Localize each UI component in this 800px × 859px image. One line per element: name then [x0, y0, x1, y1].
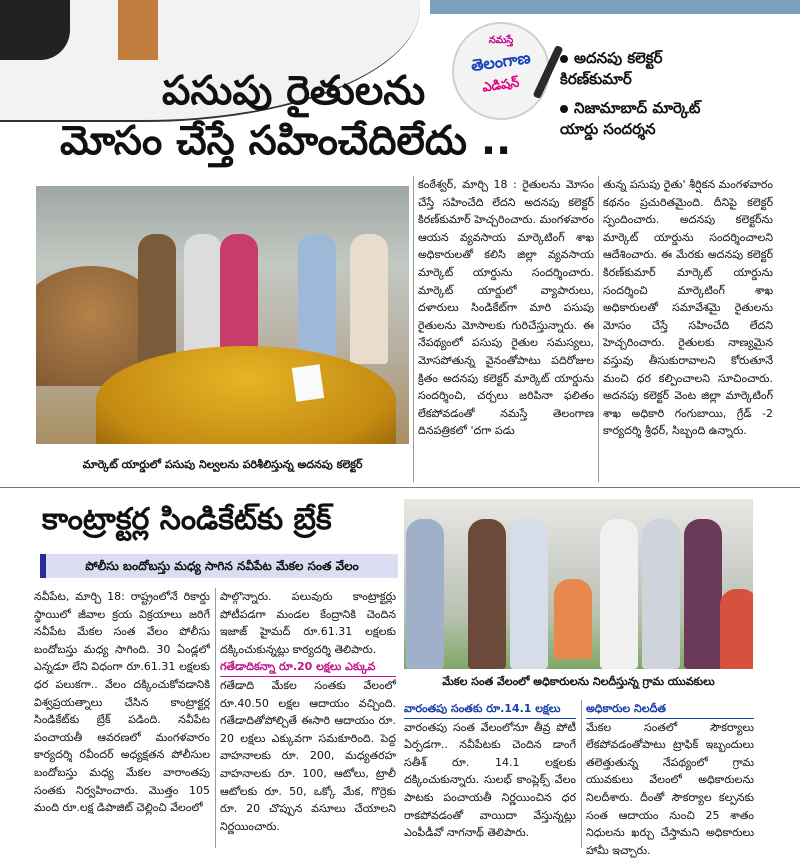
- story2-column-2-text-b: గతేడాది మేకల సంతకు వేలంలో రూ.40.50 లక్షల ఆదాయం వచ్చింది. గతేడాదితోపోల్చితే ఈసారి ఆదాయం రూ. 20 లక్షలు ఎక్కువగా సమకూరింది. పెద్ద వాహనాలకు రూ. 200, మధ్యతరహ వాహనాలకు రూ. 100, ఆటోలు, ట్రాలీ ఆటోలకు రూ. 50, ఒక్కో మేక, గొర్రెకు రూ. 20 చొప్పున వసూలు చేయాలని నిర్ణయించారు.: [220, 678, 396, 833]
- column-divider: [581, 700, 582, 848]
- story2-headline: కాంట్రాక్టర్ల సిండికేట్‌కు బ్రేక్: [42, 502, 332, 537]
- story2-subhead-increase: గతేడాదికన్నా రూ.20 లక్షలు ఎక్కువ: [220, 658, 396, 677]
- story2-column-3: [404, 700, 576, 842]
- story1-bullet-1: అదనపు కలెక్టర్ కిరణ్‌కుమార్: [560, 49, 663, 88]
- bullet-icon: [560, 105, 568, 113]
- bullet-icon: [560, 55, 568, 63]
- logo-text-mid: తెలంగాణ: [469, 47, 532, 76]
- logo-text-top: నమస్తే: [488, 35, 514, 46]
- column-divider: [598, 176, 599, 482]
- story2-column-4-text: మేకల సంతలో సౌకర్యాలు లేకపోవడంతోపాటు ట్రాఫిక్ ఇబ్బందులు తలెత్తుతున్న నేపథ్యంలో గ్రామ యువకులు వేలంలో అధికారులను నిలదీశారు. దీంతో సౌకర్యాల కల్పనకు సంత ఆదాయం నుంచి 25 శాతం నిధులను ఖర్చు చేస్తామని అధికారులు హామీ ఇచ్చారు.: [586, 720, 754, 857]
- logo-text-bottom: ఎడిషన్: [481, 75, 521, 96]
- column-divider: [413, 176, 414, 482]
- story1-photo-caption: మార్కెట్ యార్డులో పసుపు నిల్వలను పరిశీలిస్తున్న అదనపు కలెక్టర్: [82, 458, 363, 471]
- edition-logo: [452, 22, 550, 120]
- story1-column-1: కంఠేశ్వర్, మార్చి 18 : రైతులను మోసం చేస్తే సహించేది లేదని అదనపు కలెక్టర్ కిరణ్‌కుమార్ హెచ్చరించారు. మంగళవారం ఆయన వ్యవసాయ మార్కెటింగ్ శాఖ అధికారులతో కలిసి జిల్లా వ్యవసాయ మార్కెట్ యార్డును సందర్శించారు. మార్కెట్ యార్డులో వ్యాపారులు, దళారులు సిండికేట్‌గా మారి పసుపు రైతులను మోసాలకు గురిచేస్తున్నారు. ఈ నేపథ్యంలో పసుపు రైతుల సమస్యలు, మోసపోతున్న వైనంతోపాటు పదిరోజుల క్రితం అదనపు కలెక్టర్ మార్కెట్ యార్డును సందర్శించి, చర్చలు జరిపినా ఫలితం లేకపోవడంతో నమస్తే తెలంగాణ దినపత్రికలో 'దగా పడు: [418, 178, 594, 438]
- story2-column-1: నవీపేట, మార్చి 18: రాష్ట్రంలోనే రికార్డు స్థాయిలో జీవాల క్రయ విక్రయాలు జరిగే నవీపేట మేకల సంత వేలం పోలీసు బందోబస్తు మధ్య సాగింది. 30 ఏండ్లలో ఎన్నడూ లేని విధంగా రూ.61.31 లక్షలకు ధర పలుకగా.. వేలం దక్కించుకోవడానికి విశ్వప్రయత్నాలు చేసిన కాంట్రాక్టర్ల సిండికేట్‌కు బ్రేక్ పడింది. నవీపేట పంచాయతీ ఆవరణలో మంగళవారం కార్యదర్శి రవీందర్ అధ్యక్షతన పోలీసుల బందోబస్తు మధ్య మేకల వారాంతపు సంతకు నిర్వహించారు. మొత్తం 105 మంది రూ.లక్ష డిపాజిట్ చెల్లించి వేలంలో: [34, 590, 210, 815]
- story2-photo: [404, 499, 753, 669]
- story2-photo-caption: మేకల సంత వేలంలో అధికారులను నిలదీస్తున్న గ్రామ యువకులు: [442, 675, 715, 688]
- story2-column-2-text-a: పాల్గొన్నారు. పలువురు కాంట్రాక్టర్లు పోటీపడగా మండల కేంద్రానికి చెందిన ఇజాజ్ హైమద్ రూ.61.31 లక్షలకు దక్కించుకున్నట్లు కార్యదర్శి తెలిపారు.: [220, 590, 396, 656]
- banner-photo-fragment: [0, 0, 70, 60]
- story2-subhead: పోలీసు బందోబస్తు మధ్య సాగిన నవీపేట మేకల సంత వేలం: [40, 554, 398, 578]
- top-right-photo-strip: [430, 0, 800, 14]
- column-divider: [215, 588, 216, 848]
- story1-headline-line1: పసుపు రైతులను: [162, 68, 426, 114]
- section-divider: [0, 487, 800, 488]
- story1-column-2: తున్న పసుపు రైతు' శీర్షికన మంగళవారం కథనం ప్రచురితమైంది. దీనిపై కలెక్టర్ స్పందించారు. అదనపు కలెక్టర్‌ను మార్కెట్ యార్డును సందర్శించాలని ఆదేశించారు. ఈ మేరకు అదనపు కలెక్టర్ కిరణ్‌కుమార్ మార్కెట్ యార్డును సందర్శించి మార్కెటింగ్ శాఖ అధికారులతో సమావేశమై రైతులను మోసం చేస్తే సహించేది లేదని హెచ్చరించారు. రైతులకు నాణ్యమైన వస్తువు తీసుకురావాలని కోరుతూనే మంచి ధర కల్పించాలని సూచించారు. అదనపు కలెక్టర్ వెంట జిల్లా మార్కెటింగ్ శాఖ అధికారి గంగుబాయి, గ్రేడ్ -2 కార్యదర్శి శ్రీధర్, సిబ్బంది ఉన్నారు.: [603, 178, 773, 438]
- story1-photo: [36, 186, 409, 444]
- story2-column-4: [586, 700, 754, 859]
- story2-column-2: [220, 588, 396, 835]
- banner-photo-fragment-2: [118, 0, 158, 60]
- story2-column-3-text: వారంతపు సంత వేలంలోనూ తీవ్ర పోటీ ఏర్పడగా.. నవీపేటకు చెందిన డాంగే సతీశ్ రూ. 14.1 లక్షలకు దక్కించుకున్నారు. సులభ్ కాంప్లెక్స్ వేలం పాటకు పంచాయతీ నిర్ణయించిన ధర రాకపోవడంతో వాయిదా వేస్తున్నట్లు ఎంపీడీవో నాగనాథ్ తెలిపారు.: [404, 720, 576, 840]
- story2-subhead-weekly: వారంతపు సంతకు రూ.14.1 లక్షలు: [404, 700, 576, 719]
- story2-subhead-officials: అధికారుల నిలదీత: [586, 700, 754, 719]
- story1-bullet-2: నిజామాబాద్ మార్కెట్ యార్డు సందర్శన: [560, 99, 701, 138]
- story1-headline-line2: మోసం చేస్తే సహించేదిలేదు ..: [60, 118, 512, 164]
